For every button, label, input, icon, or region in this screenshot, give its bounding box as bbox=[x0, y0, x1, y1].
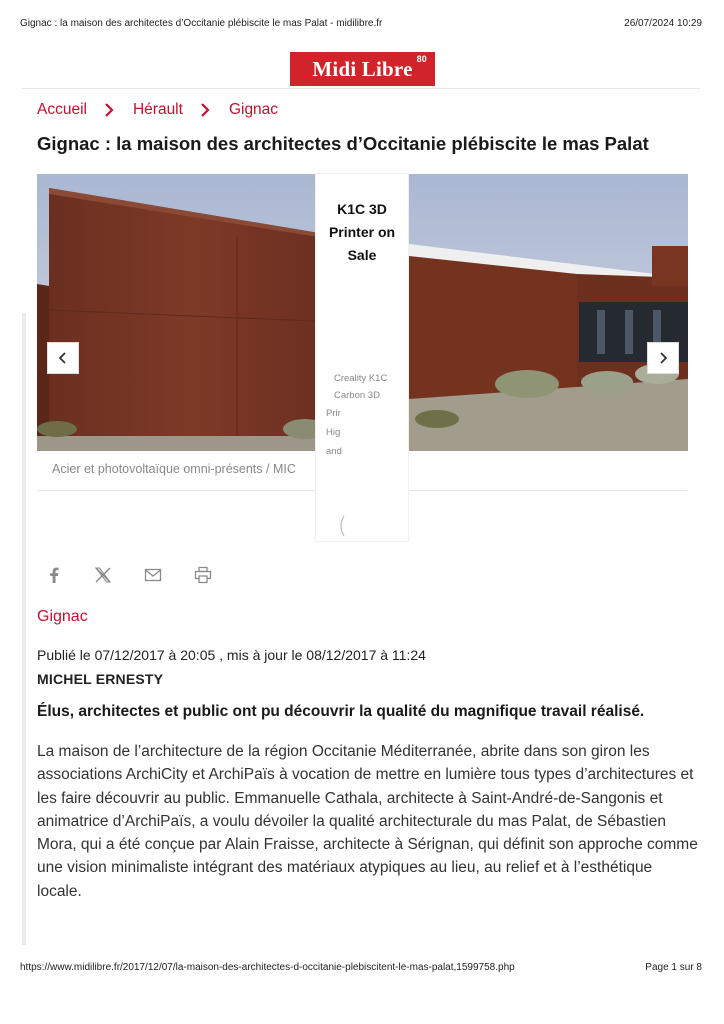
ad-subtitle-line1: Creality K1C bbox=[334, 373, 388, 384]
ad-frag-3: and bbox=[326, 446, 342, 457]
page-title: Gignac : la maison des architectes d’Occitanie plébiscite le mas Palat bbox=[37, 133, 649, 154]
site-logo[interactable] bbox=[290, 52, 435, 86]
photo-caption: Acier et photovoltaïque omni-présents / MIC bbox=[52, 462, 296, 476]
footer-page-number: Page 1 sur 8 bbox=[645, 962, 702, 973]
chevron-right-icon bbox=[101, 102, 117, 118]
chevron-right-icon bbox=[197, 102, 213, 118]
ad-subtitle bbox=[334, 370, 388, 401]
ad-panel[interactable] bbox=[316, 174, 408, 541]
breadcrumb-city[interactable]: Gignac bbox=[228, 101, 279, 118]
article-lead: Élus, architectes et public ont pu découvrir la qualité du magnifique travail réalisé. bbox=[37, 703, 645, 720]
logo-text: Midi Libre bbox=[312, 56, 413, 81]
breadcrumb-region[interactable]: Hérault bbox=[132, 101, 183, 118]
publish-date: Publié le 07/12/2017 à 20:05 , mis à jour le 08/12/2017 à 11:24 bbox=[37, 647, 426, 663]
ad-frag-1: Prir bbox=[326, 408, 341, 419]
facebook-icon[interactable] bbox=[44, 565, 64, 585]
section-label[interactable]: Gignac bbox=[37, 608, 88, 625]
breadcrumb bbox=[37, 101, 278, 119]
ad-frag-2: Hig bbox=[326, 427, 341, 438]
header-divider bbox=[22, 88, 700, 89]
gallery-next-button[interactable] bbox=[647, 342, 679, 374]
chevron-right-icon bbox=[656, 351, 670, 365]
print-header-title: Gignac : la maison des architectes d’Occitanie plébiscite le mas Palat - midilibre.fr bbox=[20, 18, 383, 29]
author-name: MICHEL ERNESTY bbox=[37, 671, 164, 687]
logo-sup: 80 bbox=[416, 54, 427, 64]
ad-title[interactable]: K1C 3D Printer on Sale bbox=[328, 201, 396, 263]
print-header-datetime: 26/07/2024 10:29 bbox=[624, 18, 702, 29]
x-icon[interactable] bbox=[93, 565, 113, 585]
mail-icon[interactable] bbox=[143, 565, 163, 585]
gallery-prev-button[interactable] bbox=[47, 342, 79, 374]
ad-subtitle-line2: Carbon 3D bbox=[334, 390, 380, 401]
article-body: La maison de l’architecture de la région Occitanie Méditerranée, abrite dans son giron les associations ArchiCity et ArchiPaïs à vocation de mettre en lumière tous types d’architectures et les faire découvrir au public. Emmanuelle Cathala, architecte à Saint-André-de-Sangonis et animatrice d’ArchiPaïs, a voulu dévoiler la qualité architecturale du mas Palat, de Sébastien Mora, qui a été conçue par Alain Fraisse, architecte à Sérignan, qui définit son approche comme une vision minimaliste intégrant des matériaux atypiques au lieu, au relief et à l’esthétique locale. bbox=[37, 743, 698, 900]
ad-text-fragment bbox=[326, 404, 342, 461]
page-side-bar bbox=[22, 313, 26, 945]
ad-loading-icon bbox=[336, 514, 346, 538]
chevron-left-icon bbox=[56, 351, 70, 365]
breadcrumb-home[interactable]: Accueil bbox=[37, 101, 87, 118]
print-icon[interactable] bbox=[193, 565, 213, 585]
footer-url: https://www.midilibre.fr/2017/12/07/la-maison-des-architectes-d-occitanie-plebiscitent-le-mas-palat,1599758.php bbox=[20, 962, 515, 973]
